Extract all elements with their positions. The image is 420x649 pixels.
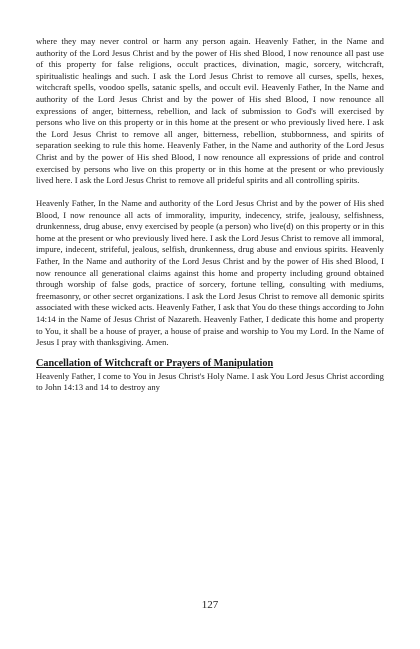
body-paragraph-2: Heavenly Father, In the Name and authority of the Lord Jesus Christ and by the power of His shed Blood, I now renounce all acts of immorality, impurity, indecency, strife, jealousy, selfishness, drunkenness, drug abuse, envy exercised by people (a person) who live(d) on this property or in this home at the present or who previously lived here. I ask the Lord Jesus Christ to remove all immoral, impure, indecent, strifeful, jealous, selfish, drunkenness, drug abuse and envious spirits. Heavenly Father, In the Name and authority of the Lord Jesus Christ and by the power of His shed Blood, I now renounce all generational claims against this home and property including ground obtained through worship of false gods, practice of sorcery, fortune telling, consulting with mediums, freemasonry, or other secret organizations. I ask the Lord Jesus Christ to remove all demonic spirits associated with these wicked acts. Heavenly Father, I ask that You do these things according to John 14:14 in the Name of Jesus Christ of Nazareth. Heavenly Father, I dedicate this home and property to You, it shall be a house of prayer, a house of praise and worship to You my Lord. In the Name of Jesus I pray with thanksgiving. Amen.: [36, 198, 384, 348]
page-number: 127: [201, 599, 219, 611]
section-heading: Cancellation of Witchcraft or Prayers of Manipulation: [36, 357, 274, 369]
body-paragraph-1: where they may never control or harm any person again. Heavenly Father, in the Name and authority of the Lord Jesus Christ and by the power of His shed Blood, I now renounce all past use of this property for false religions, occult practices, divination, magic, sorcery, witchcraft, spiritualistic healings and such. I ask the Lord Jesus Christ to remove all curses, spells, hexes, witchcraft spells, voodoo spells, satanic spells, and occult evil. Heavenly Father, In the Name and authority of the Lord Jesus Christ and by the power of His shed Blood, I now renounce all expressions of anger, bitterness, rebellion, and lack of submission to God's will exercised by persons who live on this property or in this home at the present or who previously lived here. I ask the Lord Jesus Christ to remove all anger, bitterness, rebellion, stubbornness, and spirits of separation seeking to rule this home. Heavenly Father, in the Name and authority of the Lord Jesus Christ and by the power of His shed Blood, I now renounce all expressions of pride and control exercised by persons who live on this property or in this home at the present or who previously lived here. I ask the Lord Jesus Christ to remove all prideful spirits and all controlling spirits.: [36, 36, 384, 186]
closing-paragraph: Heavenly Father, I come to You in Jesus Christ's Holy Name. I ask You Lord Jesus Christ according to John 14:13 and 14 to destroy any: [36, 370, 384, 393]
